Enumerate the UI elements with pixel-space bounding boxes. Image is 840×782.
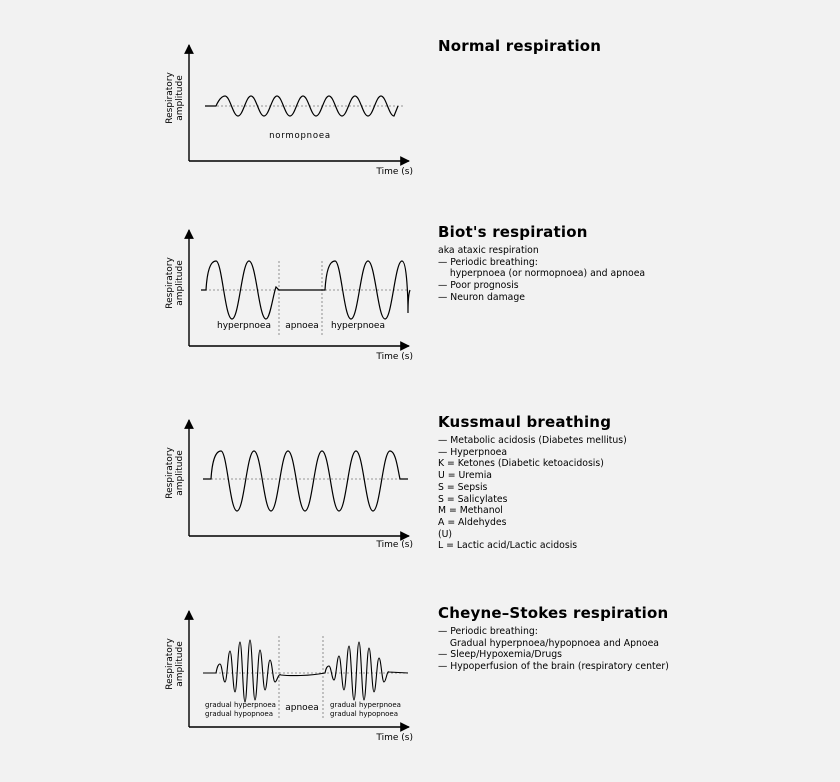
description-line: — Sleep/Hypoxemia/Drugs (438, 649, 563, 661)
kussmaul-breathing-title: Kussmaul breathing (438, 413, 612, 431)
kussmaul-breathing-text (438, 413, 818, 552)
description-line: aka ataxic respiration (438, 245, 539, 256)
description-line: Gradual hyperpnoea/hypopnoea and Apnoea (438, 637, 659, 649)
cheyne-stokes-respiration-graph (150, 606, 430, 746)
segment-label-normopnoea: normopnoea (269, 131, 331, 141)
biots-respiration-text (438, 223, 818, 304)
description-line: — Poor prognosis (438, 280, 519, 292)
segment-label-hyperpnoea: hyperpnoea (331, 321, 385, 331)
normal-respiration-title: Normal respiration (438, 37, 602, 55)
description-line: K = Ketones (Diabetic ketoacidosis) (438, 458, 604, 470)
description-line: — Metabolic acidosis (Diabetes mellitus) (438, 435, 627, 446)
y-axis-label-line1: Respiratory (165, 257, 175, 309)
y-axis-label-line1: Respiratory (165, 638, 175, 690)
description-line: (U) (438, 528, 453, 540)
normal-respiration-text (438, 37, 818, 59)
segment-label-gradual-hyperpnoea: gradual hyperpnoea (330, 701, 401, 709)
y-axis-label-line1: Respiratory (165, 72, 175, 124)
description-line: A = Aldehydes (438, 516, 507, 528)
segment-label-hyperpnoea: hyperpnoea (217, 321, 271, 331)
x-axis-label: Time (s) (376, 733, 413, 743)
kussmaul-wave (203, 451, 408, 511)
y-axis-label-line2: amplitude (175, 260, 185, 306)
segment-label-gradual-hypopnoea: gradual hypopnoea (330, 710, 399, 718)
description-line: S = Salicylates (438, 493, 508, 505)
x-axis-label: Time (s) (376, 167, 413, 177)
segment-label-gradual-hypopnoea: gradual hypopnoea (205, 710, 274, 718)
description-line: — Periodic breathing: (438, 626, 538, 637)
description-line: — Periodic breathing: (438, 256, 538, 268)
description-line: U = Uremia (438, 470, 492, 482)
cheyne-stokes-respiration-title: Cheyne–Stokes respiration (438, 604, 669, 622)
y-axis-label-line2: amplitude (175, 75, 185, 121)
description-line: L = Lactic acid/Lactic acidosis (438, 540, 578, 552)
description-line: hyperpnoea (or normopnoea) and apnoea (438, 268, 646, 280)
description-line: — Neuron damage (438, 291, 525, 303)
y-axis-label-line2: amplitude (175, 641, 185, 687)
description-line: — Hyperpnoea (438, 446, 508, 458)
segment-label-apnoea: apnoea (285, 321, 319, 331)
segment-label-gradual-hyperpnoea: gradual hyperpnoea (205, 701, 276, 709)
cheyne-stokes-wave (203, 640, 408, 702)
y-axis-label-line2: amplitude (175, 450, 185, 496)
biots-respiration-graph (150, 225, 430, 365)
x-axis-label: Time (s) (376, 352, 413, 362)
x-axis-label: Time (s) (376, 540, 413, 550)
biots-respiration-title: Biot's respiration (438, 223, 588, 241)
segment-label-apnoea: apnoea (285, 703, 319, 713)
normal-respiration-graph (150, 40, 430, 180)
description-line: — Hypoperfusion of the brain (respiratory center) (438, 661, 669, 673)
description-line: M = Methanol (438, 505, 503, 517)
description-line: S = Sepsis (438, 481, 488, 493)
y-axis-label-line1: Respiratory (165, 447, 175, 499)
cheyne-stokes-respiration-text (438, 604, 818, 673)
kussmaul-breathing-graph (150, 415, 430, 555)
